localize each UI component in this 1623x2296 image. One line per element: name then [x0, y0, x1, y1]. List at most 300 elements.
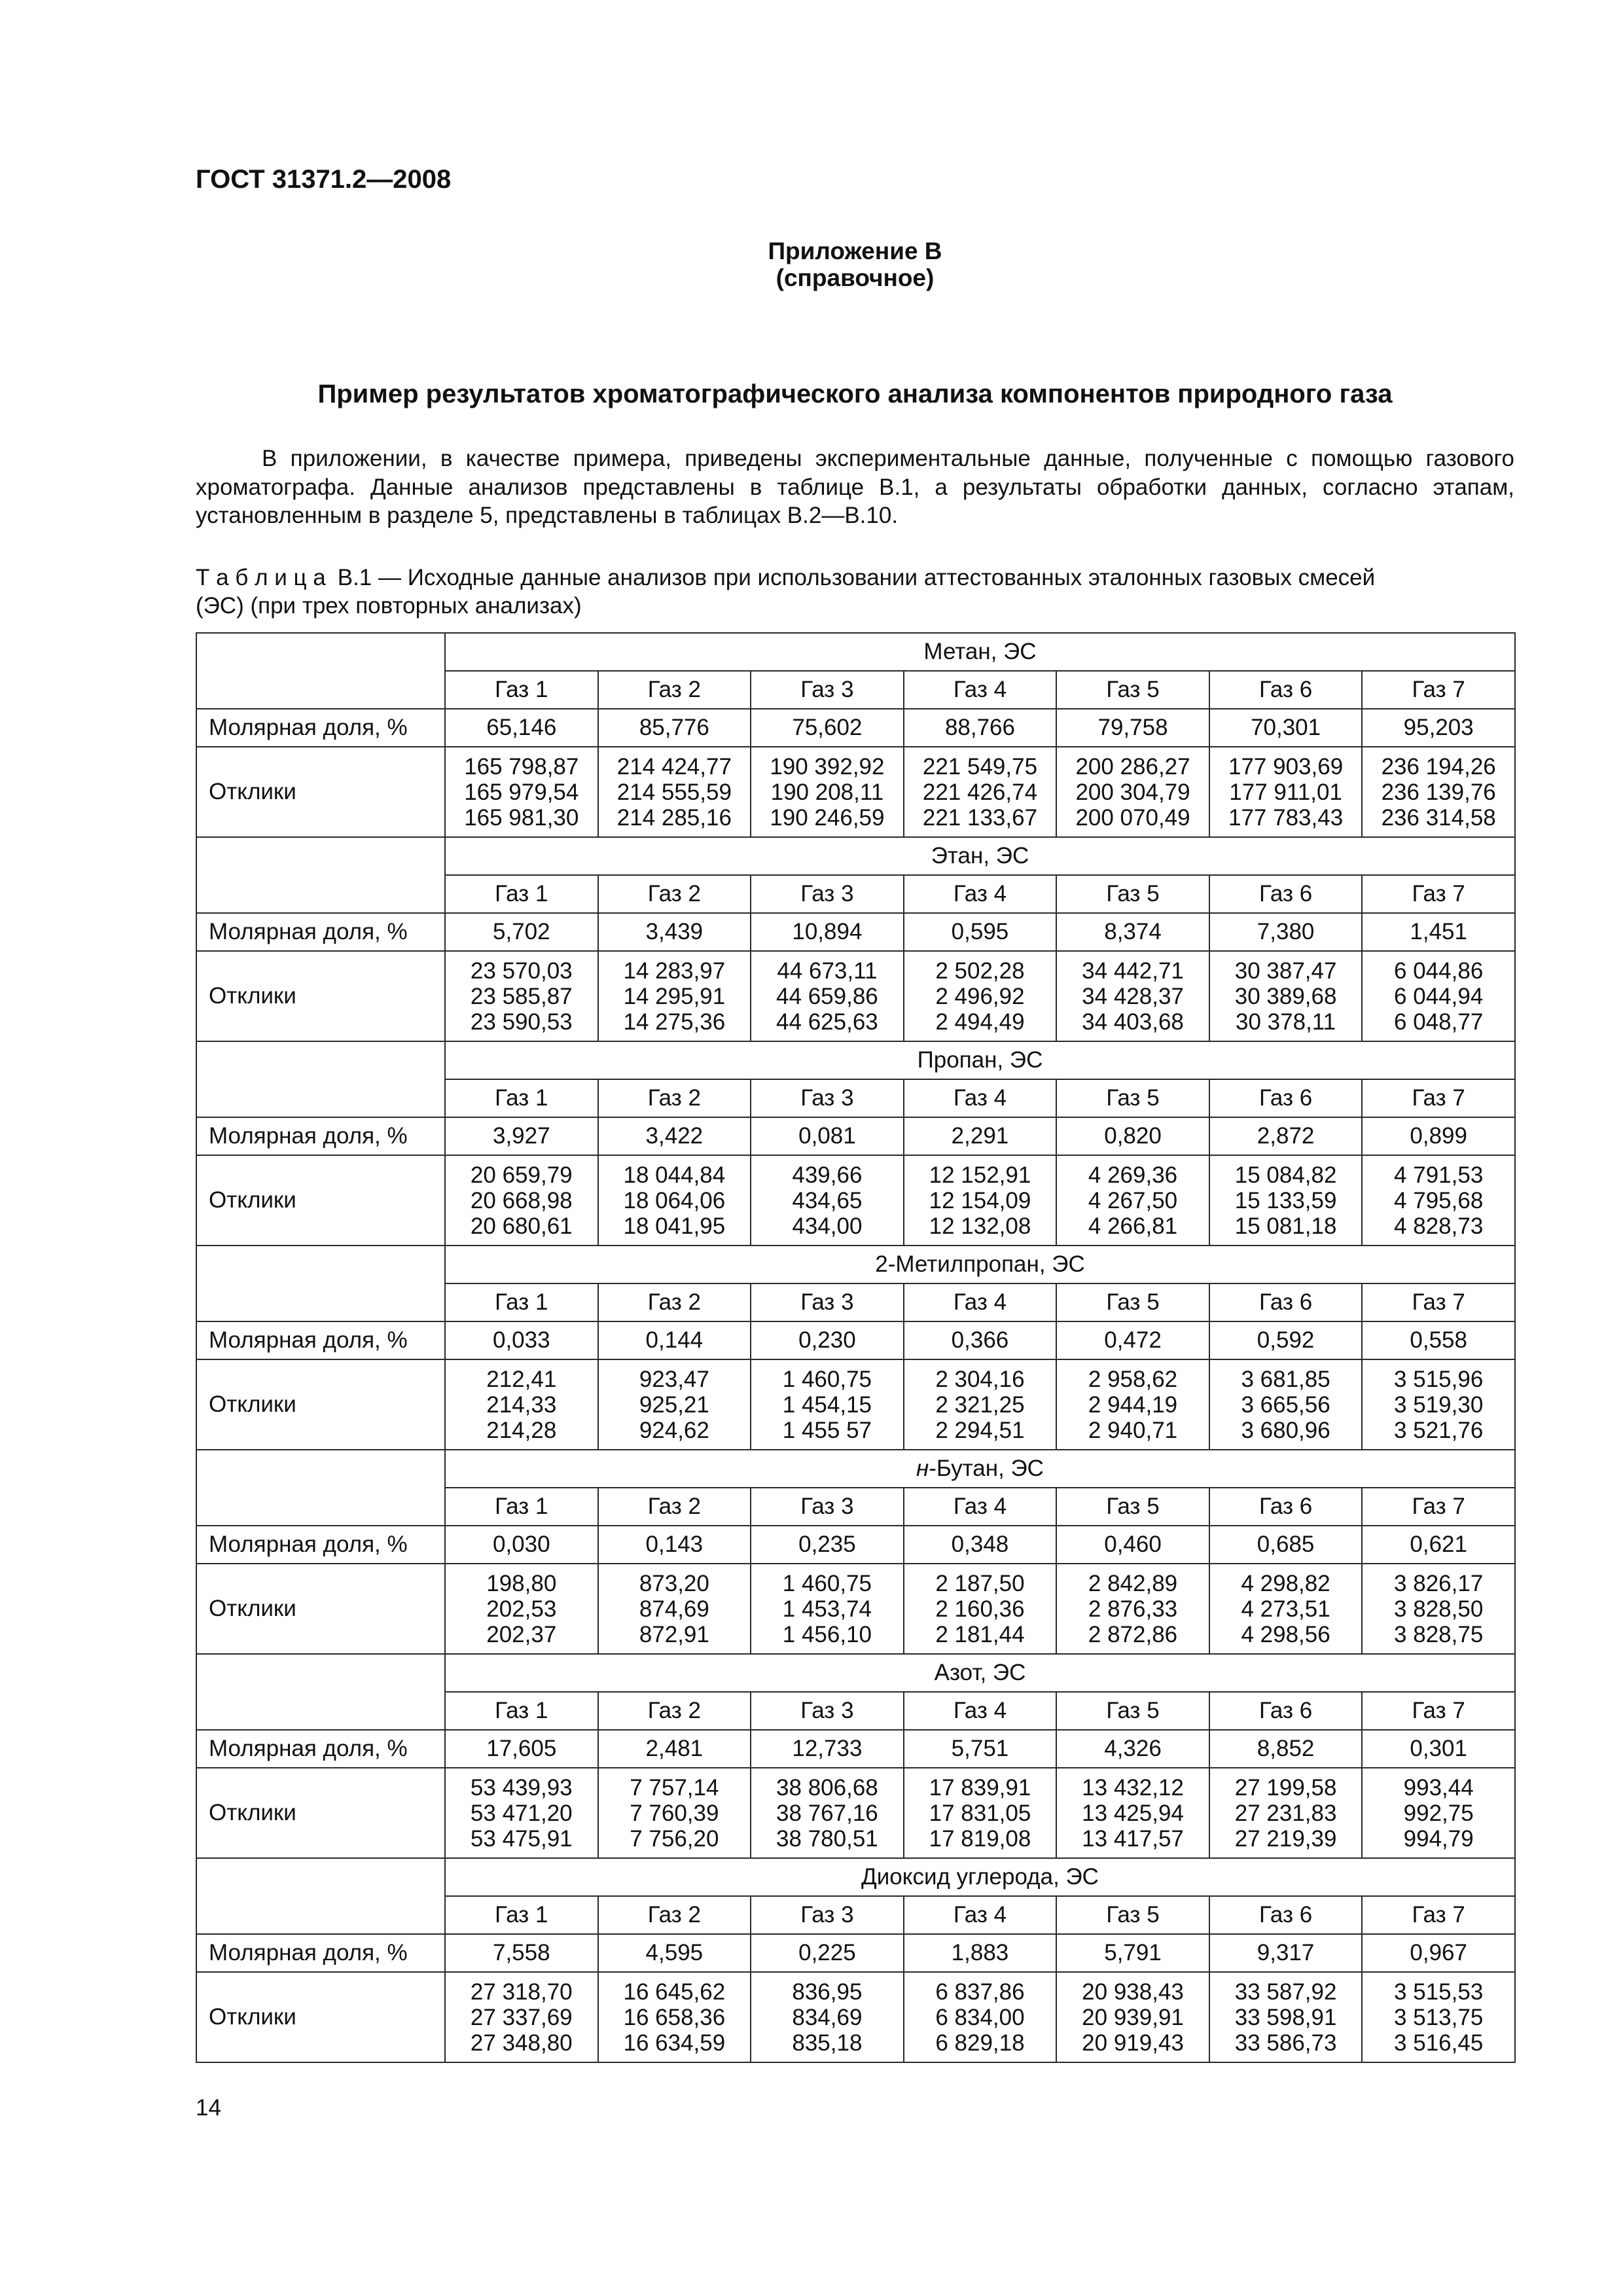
response-value: 200 286,27	[1075, 753, 1190, 780]
response-value: 53 475,91	[470, 1825, 573, 1852]
molar-fraction-cell: 5,751	[904, 1730, 1057, 1768]
response-cell	[1056, 1359, 1209, 1450]
response-value: 23 590,53	[470, 1009, 573, 1035]
response-cell	[1056, 1972, 1209, 2062]
response-value: 2 876,33	[1088, 1596, 1178, 1622]
response-cell	[904, 1972, 1057, 2062]
data-table	[196, 632, 1516, 2063]
molar-fraction-row	[196, 913, 1515, 951]
gas-column-header: Газ 5	[1056, 875, 1209, 913]
response-cell	[1362, 1359, 1515, 1450]
response-value: 27 231,83	[1234, 1800, 1337, 1826]
response-cell	[1362, 1972, 1515, 2062]
response-cell	[1056, 747, 1209, 837]
table-caption-continuation: (ЭС) (при трех повторных анализах)	[196, 593, 582, 619]
response-value: 30 387,47	[1234, 958, 1337, 984]
response-cell	[598, 951, 751, 1041]
appendix-type: (справочное)	[776, 264, 935, 291]
response-cell	[1209, 1359, 1363, 1450]
response-value: 27 219,39	[1234, 1825, 1337, 1852]
response-value: 12 154,09	[929, 1187, 1031, 1213]
response-value: 4 791,53	[1394, 1162, 1484, 1188]
response-value: 2 842,89	[1088, 1570, 1178, 1596]
response-value: 190 392,92	[770, 753, 885, 780]
response-value: 434,00	[792, 1213, 863, 1239]
gas-column-header: Газ 2	[598, 875, 751, 913]
response-value: 925,21	[639, 1391, 709, 1418]
molar-fraction-cell: 12,733	[751, 1730, 904, 1768]
section-header-cell	[445, 1654, 1515, 1692]
response-value: 15 133,59	[1234, 1187, 1337, 1213]
molar-fraction-cell: 0,967	[1362, 1934, 1515, 1972]
gas-column-header: Газ 7	[1362, 1488, 1515, 1526]
gas-column-header: Газ 7	[1362, 1896, 1515, 1934]
response-value: 3 681,85	[1241, 1366, 1330, 1392]
response-value: 33 587,92	[1234, 1979, 1337, 2005]
molar-fraction-cell: 1,451	[1362, 913, 1515, 951]
response-value: 38 780,51	[776, 1825, 878, 1852]
response-value: 20 668,98	[470, 1187, 573, 1213]
response-value: 7 756,20	[630, 1825, 719, 1852]
response-value: 13 425,94	[1082, 1800, 1184, 1826]
response-value: 200 070,49	[1075, 804, 1190, 831]
gas-column-header: Газ 4	[904, 1896, 1057, 1934]
table-container	[196, 632, 1514, 2063]
response-cell	[598, 747, 751, 837]
response-value: 44 673,11	[777, 958, 878, 984]
gas-column-header: Газ 4	[904, 1283, 1057, 1321]
appendix-title-block	[196, 238, 1514, 291]
response-value: 7 757,14	[630, 1774, 719, 1801]
response-value: 23 585,87	[470, 983, 573, 1009]
gas-column-header: Газ 3	[751, 1488, 904, 1526]
molar-fraction-row	[196, 1934, 1515, 1972]
section-name: Пропан, ЭС	[917, 1047, 1043, 1073]
molar-fraction-cell: 0,230	[751, 1321, 904, 1359]
response-value: 3 665,56	[1241, 1391, 1330, 1418]
response-value: 17 819,08	[929, 1825, 1031, 1852]
table-caption-label: Т а б л и ц а	[196, 565, 326, 590]
section-header-row	[196, 1450, 1515, 1488]
molar-fraction-row	[196, 1117, 1515, 1155]
responses-row	[196, 1564, 1515, 1654]
molar-fraction-cell: 0,235	[751, 1526, 904, 1564]
row-label-responses: Отклики	[196, 1359, 445, 1450]
gas-column-header: Газ 4	[904, 1692, 1057, 1730]
response-value: 177 911,01	[1229, 779, 1342, 805]
molar-fraction-cell: 0,472	[1056, 1321, 1209, 1359]
response-cell	[904, 1564, 1057, 1654]
section-name: Этан, ЭС	[931, 843, 1029, 869]
response-value: 18 044,84	[623, 1162, 726, 1188]
response-value: 214 555,59	[616, 779, 732, 805]
section-name: Метан, ЭС	[923, 639, 1037, 664]
response-value: 214 285,16	[616, 804, 732, 831]
response-value: 20 659,79	[470, 1162, 573, 1188]
appendix-title: Приложение В	[768, 238, 942, 264]
response-value: 872,91	[639, 1621, 709, 1647]
response-value: 6 044,94	[1394, 983, 1484, 1009]
response-value: 27 199,58	[1234, 1774, 1337, 1801]
response-cell	[1362, 951, 1515, 1041]
response-value: 34 442,71	[1082, 958, 1184, 984]
molar-fraction-cell: 0,030	[445, 1526, 598, 1564]
response-value: 16 634,59	[623, 2030, 726, 2056]
response-value: 34 428,37	[1082, 983, 1184, 1009]
response-value: 27 348,80	[470, 2030, 573, 2056]
row-label-responses: Отклики	[196, 1768, 445, 1858]
response-cell	[904, 1768, 1057, 1858]
response-value: 12 152,91	[929, 1162, 1031, 1188]
gas-column-header: Газ 7	[1362, 875, 1515, 913]
intro-paragraph	[196, 444, 1514, 530]
response-cell	[1362, 747, 1515, 837]
gas-column-header: Газ 1	[445, 1896, 598, 1934]
response-value: 3 516,45	[1394, 2030, 1484, 2056]
molar-fraction-cell: 0,820	[1056, 1117, 1209, 1155]
response-value: 2 958,62	[1088, 1366, 1178, 1392]
row-label-molar-fraction: Молярная доля, %	[196, 1321, 445, 1359]
molar-fraction-row	[196, 709, 1515, 747]
table-caption-line	[196, 564, 1514, 592]
response-value: 198,80	[486, 1570, 557, 1596]
response-value: 13 417,57	[1082, 1825, 1184, 1852]
response-cell	[751, 1972, 904, 2062]
gas-column-header: Газ 2	[598, 1488, 751, 1526]
gas-column-header: Газ 7	[1362, 1283, 1515, 1321]
gas-column-header: Газ 5	[1056, 1283, 1209, 1321]
response-value: 15 081,18	[1234, 1213, 1337, 1239]
gas-column-header: Газ 6	[1209, 1079, 1363, 1117]
response-cell	[751, 1155, 904, 1246]
molar-fraction-cell: 0,366	[904, 1321, 1057, 1359]
molar-fraction-cell: 3,422	[598, 1117, 751, 1155]
response-value: 434,65	[792, 1187, 863, 1213]
response-cell	[445, 1972, 598, 2062]
response-value: 836,95	[792, 1979, 863, 2005]
gas-column-header: Газ 2	[598, 1283, 751, 1321]
response-cell	[598, 1155, 751, 1246]
response-value: 4 298,56	[1241, 1621, 1330, 1647]
molar-fraction-cell: 0,348	[904, 1526, 1057, 1564]
response-value: 190 208,11	[770, 779, 884, 805]
gas-column-header: Газ 4	[904, 1079, 1057, 1117]
molar-fraction-cell: 5,702	[445, 913, 598, 951]
response-value: 2 496,92	[935, 983, 1025, 1009]
response-value: 27 318,70	[470, 1979, 573, 2005]
gas-column-header: Газ 6	[1209, 671, 1363, 709]
response-cell	[1056, 951, 1209, 1041]
response-value: 38 767,16	[776, 1800, 878, 1826]
section-header-row	[196, 1858, 1515, 1896]
response-value: 4 267,50	[1088, 1187, 1178, 1213]
response-value: 2 944,19	[1088, 1391, 1178, 1418]
response-value: 14 295,91	[623, 983, 726, 1009]
response-value: 993,44	[1403, 1774, 1474, 1801]
response-value: 874,69	[639, 1596, 709, 1622]
row-label-responses: Отклики	[196, 1155, 445, 1246]
gas-column-header: Газ 5	[1056, 1896, 1209, 1934]
response-value: 214,28	[486, 1417, 557, 1443]
response-cell	[904, 1359, 1057, 1450]
response-value: 177 903,69	[1228, 753, 1344, 780]
response-value: 200 304,79	[1075, 779, 1190, 805]
gas-column-header: Газ 1	[445, 1079, 598, 1117]
row-label-molar-fraction: Молярная доля, %	[196, 1934, 445, 1972]
response-cell	[598, 1768, 751, 1858]
response-value: 7 760,39	[630, 1800, 719, 1826]
section-header-row	[196, 1654, 1515, 1692]
molar-fraction-cell: 0,595	[904, 913, 1057, 951]
molar-fraction-row	[196, 1321, 1515, 1359]
response-value: 212,41	[486, 1366, 557, 1392]
gas-column-header: Газ 6	[1209, 1896, 1363, 1934]
molar-fraction-cell: 1,883	[904, 1934, 1057, 1972]
page-number: 14	[196, 2095, 221, 2121]
gas-column-header: Газ 3	[751, 1692, 904, 1730]
response-value: 16 658,36	[623, 2004, 726, 2030]
section-header-cell	[445, 1450, 1515, 1488]
molar-fraction-cell: 85,776	[598, 709, 751, 747]
molar-fraction-cell: 3,439	[598, 913, 751, 951]
response-cell	[1362, 1564, 1515, 1654]
response-value: 2 160,36	[935, 1596, 1025, 1622]
response-cell	[1209, 747, 1363, 837]
gas-column-header: Газ 5	[1056, 1079, 1209, 1117]
response-cell	[445, 747, 598, 837]
response-value: 190 246,59	[770, 804, 885, 831]
molar-fraction-cell: 5,791	[1056, 1934, 1209, 1972]
table-body	[196, 633, 1515, 2062]
section-header-cell	[445, 837, 1515, 875]
response-value: 1 460,75	[782, 1366, 872, 1392]
response-value: 30 389,68	[1234, 983, 1337, 1009]
response-value: 17 831,05	[929, 1800, 1031, 1826]
responses-row	[196, 747, 1515, 837]
response-value: 834,69	[792, 2004, 863, 2030]
responses-row	[196, 1972, 1515, 2062]
gas-column-header: Газ 1	[445, 875, 598, 913]
response-cell	[904, 1155, 1057, 1246]
response-value: 3 515,96	[1394, 1366, 1484, 1392]
responses-row	[196, 1359, 1515, 1450]
response-value: 2 181,44	[935, 1621, 1025, 1647]
response-value: 3 519,30	[1394, 1391, 1484, 1418]
gas-column-header: Газ 2	[598, 1079, 751, 1117]
response-cell	[1362, 1768, 1515, 1858]
response-cell	[1209, 1564, 1363, 1654]
response-cell	[1362, 1155, 1515, 1246]
molar-fraction-cell: 2,291	[904, 1117, 1057, 1155]
section-header-cell	[445, 1246, 1515, 1283]
response-value: 214 424,77	[616, 753, 732, 780]
row-label-molar-fraction: Молярная доля, %	[196, 709, 445, 747]
response-cell	[445, 1155, 598, 1246]
gas-column-header: Газ 3	[751, 1079, 904, 1117]
response-value: 6 048,77	[1394, 1009, 1484, 1035]
response-cell	[1209, 1972, 1363, 2062]
responses-row	[196, 1768, 1515, 1858]
response-value: 439,66	[792, 1162, 863, 1188]
section-header-row	[196, 1041, 1515, 1079]
row-label-molar-fraction: Молярная доля, %	[196, 1730, 445, 1768]
response-value: 3 521,76	[1394, 1417, 1484, 1443]
molar-fraction-cell: 4,326	[1056, 1730, 1209, 1768]
intro-line: хроматографа. Данные анализов представлены в таблице В.1, а результаты обработки данных, согласно этапам,	[196, 474, 1514, 500]
section-header-row	[196, 633, 1515, 671]
response-cell	[751, 1359, 904, 1450]
molar-fraction-cell: 88,766	[904, 709, 1057, 747]
molar-fraction-cell: 4,595	[598, 1934, 751, 1972]
gas-column-header: Газ 3	[751, 671, 904, 709]
response-value: 20 919,43	[1082, 2030, 1184, 2056]
response-value: 1 454,15	[782, 1391, 872, 1418]
response-value: 23 570,03	[470, 958, 573, 984]
gas-column-header: Газ 1	[445, 1283, 598, 1321]
molar-fraction-cell: 95,203	[1362, 709, 1515, 747]
response-cell	[445, 1359, 598, 1450]
response-value: 14 283,97	[623, 958, 726, 984]
row-label-molar-fraction: Молярная доля, %	[196, 1526, 445, 1564]
row-label-molar-fraction: Молярная доля, %	[196, 1117, 445, 1155]
gas-column-header: Газ 6	[1209, 1692, 1363, 1730]
gas-column-header: Газ 3	[751, 1283, 904, 1321]
response-value: 4 273,51	[1241, 1596, 1330, 1622]
response-value: 18 041,95	[623, 1213, 726, 1239]
response-value: 221 549,75	[922, 753, 1038, 780]
response-value: 1 460,75	[782, 1570, 872, 1596]
response-value: 165 979,54	[464, 779, 579, 805]
response-value: 924,62	[639, 1417, 709, 1443]
response-cell	[598, 1972, 751, 2062]
corner-cell	[196, 1654, 445, 1730]
response-value: 236 194,26	[1381, 753, 1496, 780]
response-cell	[751, 1768, 904, 1858]
response-value: 3 826,17	[1394, 1570, 1484, 1596]
response-cell	[1209, 1155, 1363, 1246]
response-value: 15 084,82	[1234, 1162, 1337, 1188]
molar-fraction-cell: 65,146	[445, 709, 598, 747]
response-value: 33 586,73	[1234, 2030, 1337, 2056]
molar-fraction-cell: 70,301	[1209, 709, 1363, 747]
response-value: 18 064,06	[623, 1187, 726, 1213]
section-header-row	[196, 837, 1515, 875]
table-caption	[196, 564, 1514, 620]
corner-cell	[196, 633, 445, 709]
corner-cell	[196, 1450, 445, 1526]
gas-column-header: Газ 6	[1209, 1283, 1363, 1321]
response-value: 3 828,50	[1394, 1596, 1484, 1622]
intro-line: установленным в разделе 5, представлены в таблицах В.2—В.10.	[196, 503, 899, 528]
response-value: 923,47	[639, 1366, 709, 1392]
response-cell	[1056, 1564, 1209, 1654]
row-label-responses: Отклики	[196, 951, 445, 1041]
section-header-cell	[445, 633, 1515, 671]
response-cell	[1209, 951, 1363, 1041]
gas-column-header: Газ 4	[904, 875, 1057, 913]
response-value: 992,75	[1403, 1800, 1474, 1826]
molar-fraction-cell: 0,460	[1056, 1526, 1209, 1564]
response-value: 3 515,53	[1394, 1979, 1484, 2005]
molar-fraction-cell: 0,899	[1362, 1117, 1515, 1155]
molar-fraction-cell: 9,317	[1209, 1934, 1363, 1972]
section-name: Диоксид углерода, ЭС	[861, 1864, 1099, 1890]
response-value: 2 304,16	[935, 1366, 1025, 1392]
molar-fraction-cell: 0,143	[598, 1526, 751, 1564]
gas-column-header: Газ 3	[751, 875, 904, 913]
molar-fraction-cell: 0,685	[1209, 1526, 1363, 1564]
gas-column-header: Газ 2	[598, 1692, 751, 1730]
response-value: 34 403,68	[1082, 1009, 1184, 1035]
response-value: 53 439,93	[470, 1774, 573, 1801]
corner-cell	[196, 837, 445, 913]
response-cell	[445, 1564, 598, 1654]
response-value: 53 471,20	[470, 1800, 573, 1826]
response-value: 236 314,58	[1381, 804, 1496, 831]
response-value: 202,53	[486, 1596, 557, 1622]
response-value: 33 598,91	[1234, 2004, 1337, 2030]
response-value: 6 834,00	[935, 2004, 1025, 2030]
molar-fraction-cell: 17,605	[445, 1730, 598, 1768]
molar-fraction-row	[196, 1526, 1515, 1564]
response-value: 44 625,63	[776, 1009, 878, 1035]
response-value: 4 828,73	[1394, 1213, 1484, 1239]
molar-fraction-cell: 0,144	[598, 1321, 751, 1359]
response-value: 2 187,50	[935, 1570, 1025, 1596]
response-cell	[751, 747, 904, 837]
gas-column-header: Газ 7	[1362, 1692, 1515, 1730]
response-cell	[1056, 1768, 1209, 1858]
response-value: 2 494,49	[935, 1009, 1025, 1035]
molar-fraction-cell: 0,081	[751, 1117, 904, 1155]
molar-fraction-cell: 7,380	[1209, 913, 1363, 951]
responses-row	[196, 951, 1515, 1041]
response-value: 3 680,96	[1241, 1417, 1330, 1443]
document-code: ГОСТ 31371.2—2008	[196, 165, 452, 194]
response-value: 873,20	[639, 1570, 709, 1596]
gas-column-header: Газ 2	[598, 671, 751, 709]
response-value: 17 839,91	[929, 1774, 1031, 1801]
response-value: 6 829,18	[935, 2030, 1025, 2056]
molar-fraction-cell: 0,558	[1362, 1321, 1515, 1359]
response-value: 16 645,62	[623, 1979, 726, 2005]
molar-fraction-cell: 8,852	[1209, 1730, 1363, 1768]
table-caption-title: В.1 — Исходные данные анализов при использовании аттестованных эталонных газовых смесей	[337, 565, 1376, 590]
molar-fraction-cell: 0,033	[445, 1321, 598, 1359]
response-value: 38 806,68	[776, 1774, 878, 1801]
gas-column-header: Газ 5	[1056, 1488, 1209, 1526]
response-value: 4 266,81	[1088, 1213, 1178, 1239]
response-value: 165 798,87	[464, 753, 579, 780]
response-value: 994,79	[1403, 1825, 1474, 1852]
responses-row	[196, 1155, 1515, 1246]
section-header-cell	[445, 1858, 1515, 1896]
response-value: 202,37	[486, 1621, 557, 1647]
response-value: 214,33	[486, 1391, 557, 1418]
response-cell	[598, 1359, 751, 1450]
section-name: 2-Метилпропан, ЭС	[875, 1251, 1085, 1277]
response-value: 3 828,75	[1394, 1621, 1484, 1647]
gas-column-header: Газ 2	[598, 1896, 751, 1934]
response-cell	[1209, 1768, 1363, 1858]
molar-fraction-cell: 0,592	[1209, 1321, 1363, 1359]
response-value: 3 513,75	[1394, 2004, 1484, 2030]
section-name: Азот, ЭС	[934, 1660, 1026, 1685]
row-label-molar-fraction: Молярная доля, %	[196, 913, 445, 951]
molar-fraction-cell: 10,894	[751, 913, 904, 951]
response-value: 14 275,36	[623, 1009, 726, 1035]
response-cell	[445, 951, 598, 1041]
